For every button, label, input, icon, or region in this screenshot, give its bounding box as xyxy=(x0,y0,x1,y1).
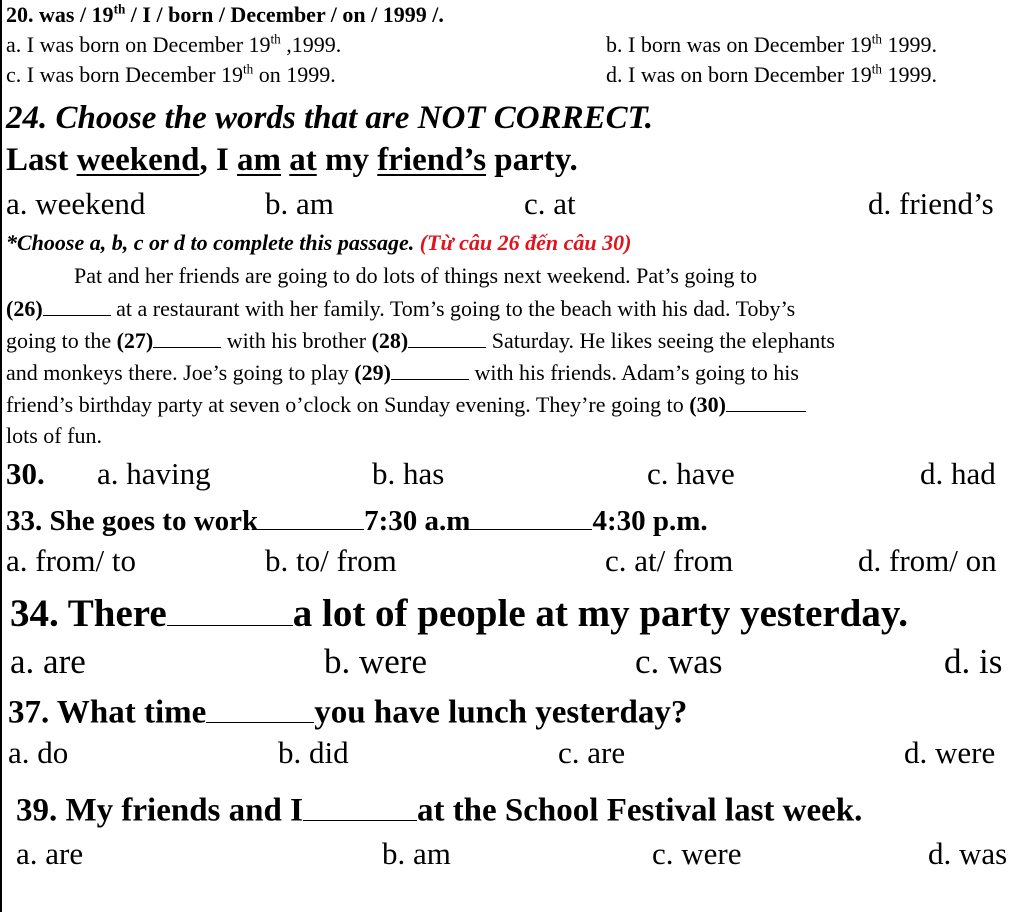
underlined-word-4: friend’s xyxy=(377,142,487,178)
q24-heading: 24. Choose the words that are NOT CORRECT. xyxy=(6,100,653,136)
q30-option-a: a. having xyxy=(97,456,211,491)
q33-option-b: b. to/ from xyxy=(265,543,397,578)
q20-option-a: a. I was born on December 19th ,1999. xyxy=(6,31,342,57)
q37-option-a: a. do xyxy=(8,735,69,770)
q30-option-d: d. had xyxy=(920,456,996,491)
underlined-word-3: at xyxy=(289,142,317,178)
q24-option-a: a. weekend xyxy=(6,186,146,221)
passage-line-6: lots of fun. xyxy=(6,423,102,448)
q39-option-a: a. are xyxy=(16,836,84,871)
q33-option-d: d. from/ on xyxy=(858,543,997,578)
blank-29 xyxy=(391,359,469,380)
q39-option-b: b. am xyxy=(382,836,451,871)
q33-option-c: c. at/ from xyxy=(605,543,734,578)
blank-34 xyxy=(167,590,293,626)
q24-option-b: b. am xyxy=(265,186,334,221)
passage-line-4: and monkeys there. Joe’s going to play (29) with his friends. Adam’s going to his xyxy=(6,359,799,385)
q39-option-c: c. were xyxy=(652,836,742,871)
q39-option-d: d. was xyxy=(928,836,1008,871)
underlined-word-2: am xyxy=(237,142,282,178)
q20-stem: 20. was / 19th / I / born / December / on / 1999 /. xyxy=(6,1,444,27)
blank-33-1 xyxy=(258,503,364,530)
passage-line-1: Pat and her friends are going to do lots of things next weekend. Pat’s going to xyxy=(74,263,758,288)
q24-option-c: c. at xyxy=(524,186,576,221)
q34-option-c: c. was xyxy=(635,642,723,681)
q37-option-d: d. were xyxy=(904,735,996,770)
passage-line-3: going to the (27) with his brother (28) Saturday. He likes seeing the elephants xyxy=(6,327,835,353)
passage-line-5: friend’s birthday party at seven o’clock on Sunday evening. They’re going to (30) xyxy=(6,391,806,418)
q30-option-c: c. have xyxy=(647,456,735,491)
q20-option-b: b. I born was on December 19th 1999. xyxy=(606,31,938,57)
passage-instruction-note: (Từ câu 26 đến câu 30) xyxy=(419,230,632,255)
q37-option-b: b. did xyxy=(278,735,349,770)
q30-number: 30. xyxy=(6,456,45,491)
passage-line-2: (26) at a restaurant with her family. Tom’s going to the beach with his dad. Toby’s xyxy=(6,295,796,321)
q34-option-d: d. is xyxy=(944,642,1003,681)
blank-27 xyxy=(153,327,221,348)
q37-option-c: c. are xyxy=(558,735,626,770)
blank-26 xyxy=(43,295,111,316)
q24-option-d: d. friend’s xyxy=(868,186,994,221)
q30-option-b: b. has xyxy=(372,456,445,491)
q33-option-a: a. from/ to xyxy=(6,543,136,578)
q20-option-d: d. I was on born December 19th 1999. xyxy=(606,61,938,87)
blank-39 xyxy=(303,790,417,821)
q33-stem: 33. She goes to work 7:30 a.m 4:30 p.m. xyxy=(6,503,708,538)
q34-option-b: b. were xyxy=(324,642,428,681)
q24-sentence: Last weekend, I am at my friend’s party. xyxy=(6,142,578,178)
q34-stem: 34. There a lot of people at my party yesterday. xyxy=(10,590,908,636)
underlined-word-1: weekend xyxy=(76,142,200,178)
q20-option-c: c. I was born December 19th on 1999. xyxy=(6,61,336,87)
blank-37 xyxy=(206,692,314,723)
blank-30 xyxy=(726,391,806,412)
passage-instruction: *Choose a, b, c or d to complete this passage. (Từ câu 26 đến câu 30) xyxy=(6,230,632,255)
blank-28 xyxy=(408,327,486,348)
q39-stem: 39. My friends and I at the School Festival last week. xyxy=(16,790,862,830)
q34-option-a: a. are xyxy=(10,642,86,681)
q37-stem: 37. What time you have lunch yesterday? xyxy=(8,692,687,732)
blank-33-2 xyxy=(470,503,592,530)
